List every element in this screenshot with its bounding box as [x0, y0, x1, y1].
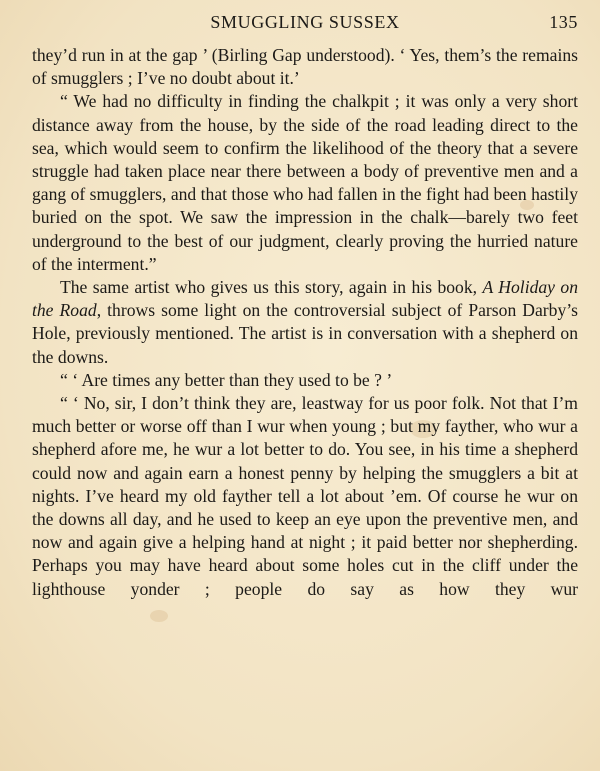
- paragraph: “ ‘ Are times any better than they used to be ? ’: [60, 369, 393, 390]
- paragraph: they’d run in at the gap ’ (Birling Gap understood). ‘ Yes, them’s the remains of smugglers ; I’ve no doubt about it.’: [32, 45, 578, 89]
- page-number: 135: [549, 12, 578, 32]
- paragraph-text: , throws some light on the controversial subject of Parson Darby’s Hole, previously mentioned. The artist is in conversation with a shepherd on the downs.: [32, 300, 578, 367]
- foxing-spot: [150, 610, 168, 622]
- paragraph: “ ‘ No, sir, I don’t think they are, leastway for us poor folk. Not that I’m much better or worse off than I wur when young ; but my fayther, who wur a shepherd afore me, he wur a lot better to do. You see, in his time a shepherd could now and again earn a honest penny by helping the smugglers a bit at nights. I’ve heard my old fayther tell a lot about ’em. Of course he wur on the downs all day, and he used to keep an eye upon the preventive men, and now and again give a helping hand at night ; it paid better nor shepherding. Perhaps you may have heard about some holes cut in the cliff under the lighthouse yonder ; people do say as how they wur: [32, 393, 578, 599]
- paragraph: [32, 276, 578, 369]
- running-title: SMUGGLING SUSSEX: [210, 12, 400, 32]
- paragraph: “ We had no difficulty in finding the chalkpit ; it was only a very short distance away from the house, by the side of the road leading direct to the sea, which would seem to confirm the likelihood of the theory that a severe struggle had taken place near there between a body of preventive men and a gang of smugglers, and that those who had fallen in the fight had been hastily buried on the spot. We saw the impression in the chalk—barely two feet underground to the best of our judgment, clearly proving the hurried nature of the interment.”: [32, 91, 578, 274]
- body-text: [32, 44, 578, 601]
- running-head: [32, 12, 578, 36]
- paragraph-text: The same artist who gives us this story, again in his book,: [60, 277, 478, 298]
- book-title: A Holiday on the Road: [32, 277, 578, 321]
